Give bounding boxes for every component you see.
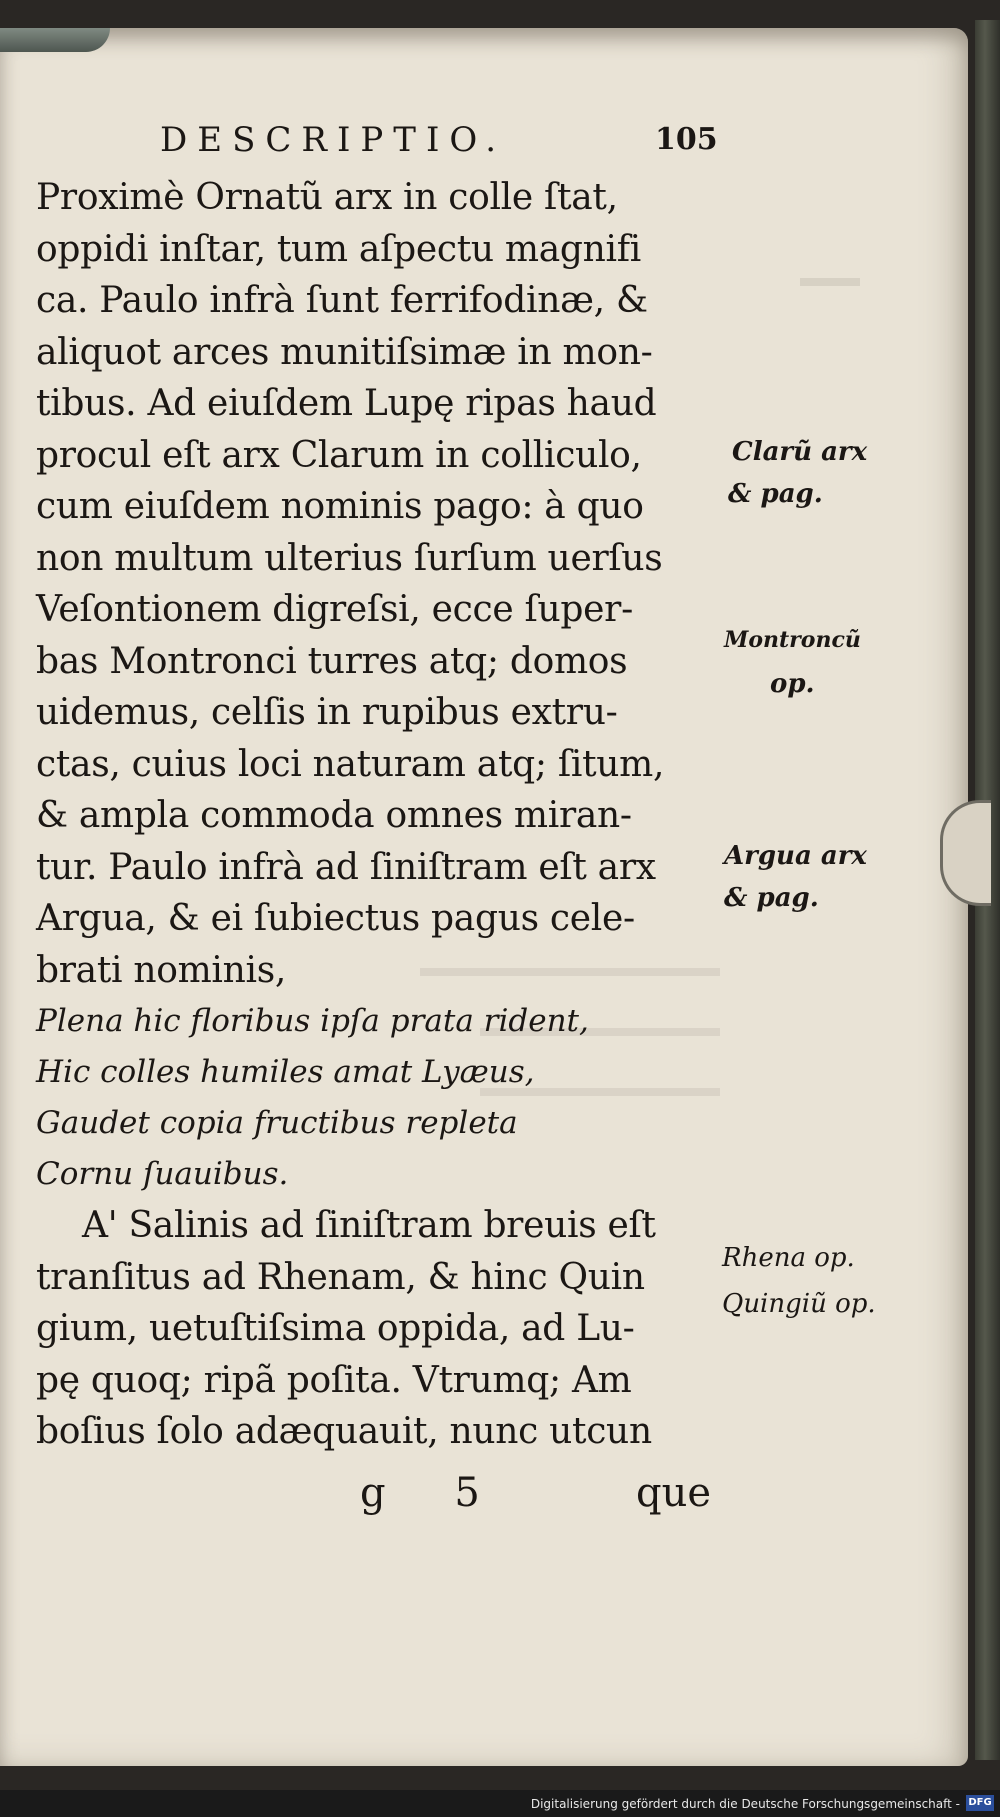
digitization-credit: Digitalisierung gefördert durch die Deutsche Forschungsgemeinschaft - <box>530 1797 960 1811</box>
text-line: boſius ſolo adæquauit, nunc utcun <box>36 1411 652 1452</box>
text-line: procul eſt arx Clarum in colliculo, <box>36 434 642 476</box>
verse-line: Hic colles humiles amat Lyæus, <box>36 1054 535 1090</box>
text-line: Argua, & ei ſubiectus pagus cele- <box>36 898 635 939</box>
margin-note-clarum: Clarũ arx <box>732 437 868 467</box>
signature-mark: g 5 <box>360 1470 508 1516</box>
margin-note-quingium: Quingiũ op. <box>722 1289 876 1319</box>
text-line: Veſontionem digreſsi, ecce ſuper- <box>36 589 633 630</box>
text-line: tur. Paulo infrà ad ſiniſtram eſt arx <box>36 846 656 888</box>
text-line: non multum ulterius ſurſum uerſus <box>36 537 663 579</box>
verse-line: Gaudet copia fructibus repleta <box>36 1105 518 1141</box>
page-number: 105 <box>655 122 718 157</box>
text-line: brati nominis, <box>36 949 287 991</box>
text-line: aliquot arces munitiſsimæ in mon- <box>36 331 653 373</box>
margin-note-montronci: Montroncũ <box>724 627 861 653</box>
page-clip <box>940 800 991 906</box>
text-line: cum eiuſdem nominis pago: à quo <box>36 486 644 527</box>
text-line: ca. Paulo infrà ſunt ferrifodinæ, & <box>36 280 648 321</box>
text-line: & ampla commoda omnes miran- <box>36 795 632 836</box>
running-title: DESCRIPTIO. <box>160 120 507 160</box>
text-line: uidemus, celſis in rupibus extru- <box>36 692 618 733</box>
body-text <box>36 172 716 1458</box>
text-line: tibus. Ad eiuſdem Lupę ripas haud <box>36 383 657 424</box>
margin-note-argua-pago: & pag. <box>724 883 819 913</box>
margin-note-argua: Argua arx <box>724 841 867 871</box>
bleed-through-mark <box>800 278 860 286</box>
text-line: ctas, cuius loci naturam atq; ſitum, <box>36 743 665 785</box>
text-line: oppidi inſtar, tum aſpectu magnifi <box>36 228 641 270</box>
verse-line: Cornu ſuauibus. <box>36 1156 289 1192</box>
text-line: A' Salinis ad ſiniſtram breuis eſt <box>82 1205 656 1246</box>
verse-line: Plena hic floribus ipſa prata rident, <box>36 1003 589 1039</box>
page-corner-fold <box>0 28 110 52</box>
margin-note-rhena: Rhena op. <box>722 1243 855 1273</box>
margin-note-montronci-op: op. <box>770 669 815 699</box>
catchword: que <box>636 1470 712 1516</box>
text-line: pę quoq; ripã poſita. Vtrumq; Am <box>36 1359 632 1401</box>
text-line: gium, uetuſtiſsima oppida, ad Lu- <box>36 1308 635 1349</box>
text-line: Proximè Ornatũ arx in colle ſtat, <box>36 177 618 218</box>
dfg-logo: DFG <box>966 1795 994 1811</box>
text-line: tranſitus ad Rhenam, & hinc Quin <box>36 1256 645 1298</box>
margin-note-clarum-pago: & pag. <box>728 479 823 509</box>
text-line: bas Montronci turres atq; domos <box>36 640 628 682</box>
